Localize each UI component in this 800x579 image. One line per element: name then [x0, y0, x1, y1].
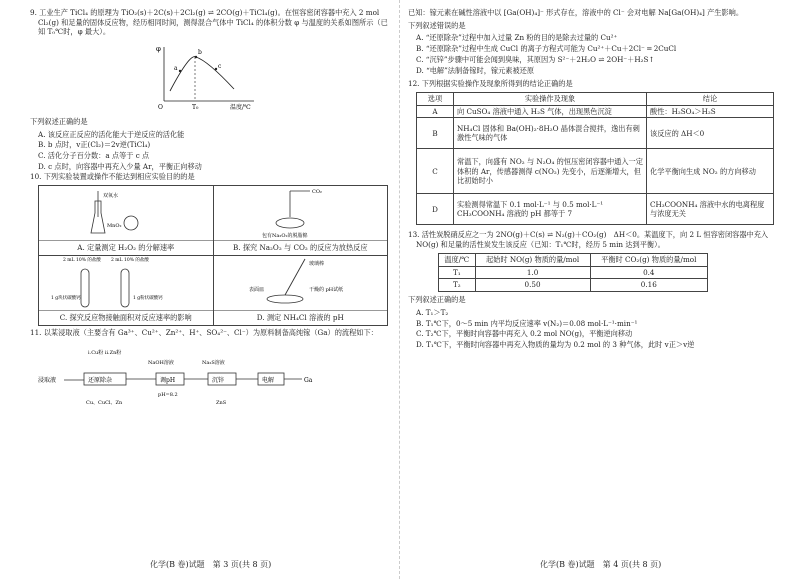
- table-row: A 向 CuSO₄ 溶液中通入 H₂S 气体，出现黑色沉淀 酸性：H₂SO₄＞H₂S: [417, 105, 774, 118]
- q11-lead: 下列叙述错误的是: [408, 20, 466, 30]
- svg-text:干燥的 pH试纸: 干燥的 pH试纸: [309, 286, 344, 293]
- svg-text:包有Na₂O₂的脱脂棉: 包有Na₂O₂的脱脂棉: [262, 233, 308, 240]
- q11-continuation: 已知：镓元素在碱性溶液中以 [Ga(OH)₄]⁻ 形式存在，溶液中的 Cl⁻ 会对电解 Na[Ga(OH)₄] 产生影响。: [408, 8, 744, 17]
- q10-d-caption: D. 测定 NH₄Cl 溶液的 pH: [214, 310, 388, 325]
- x-axis-label: 温度/℃: [230, 104, 251, 112]
- q13-header-co2: 平衡时 CO₂(g) 物质的量/mol: [590, 253, 707, 266]
- q12-header-operation: 实验操作及现象: [454, 93, 647, 106]
- point-c-label: c: [218, 63, 222, 71]
- svg-text:表面皿: 表面皿: [249, 286, 265, 293]
- flask-apparatus-icon: [71, 187, 181, 239]
- q10-title: 10. 下列实验装置或操作不能达到相应实验目的的是: [30, 172, 195, 182]
- q9-option-a: A. 该反应正反应的活化能大于逆反应的活化能: [38, 129, 185, 139]
- q9-option-b: B. b 点时，v正(Cl₂)＝2v逆(TiCl₄): [38, 140, 151, 150]
- point-a-label: a: [174, 65, 178, 73]
- q13-header-no: 起始时 NO(g) 物质的量/mol: [475, 253, 590, 266]
- q13-option-b: B. T₁℃下，0～5 min 内平均反应速率 v(N₂)＝0.08 mol·L⁻¹·min⁻¹: [416, 318, 638, 328]
- point-a-dot: [179, 70, 181, 72]
- flow-byproduct-3: ZnS: [216, 400, 227, 407]
- svg-text:2 mL 10% 的盐酸: 2 mL 10% 的盐酸: [62, 257, 101, 263]
- flow-reagent-2: NaOH溶液: [148, 360, 174, 367]
- q10-c-figure: [39, 256, 213, 310]
- q9-lead: 下列叙述正确的是: [30, 116, 88, 126]
- q12-table: [416, 92, 774, 225]
- svg-text:玻璃棒: 玻璃棒: [309, 260, 325, 267]
- cotton-dish-icon: [240, 187, 360, 239]
- flow-reagent-1: ⅰ.Cu粉 ⅱ.Zn粉: [88, 350, 122, 357]
- q13-table: [438, 253, 708, 292]
- q13-option-a: A. T₁＞T₂: [416, 307, 449, 317]
- q12-header-conclusion: 结论: [647, 93, 774, 106]
- q11-flowchart: [38, 344, 378, 410]
- point-b-dot: [195, 56, 197, 58]
- q13-option-c: C. T₂℃下，平衡时向容器中再充入 0.2 mol NO(g)，平衡逆向移动: [416, 329, 633, 339]
- q10-grid: [38, 185, 388, 325]
- table-row: C 常温下，向盛有 NO₂ 与 N₂O₄ 的恒压密闭容器中通入一定体积的 Ar，传感器测得 c(NO₂) 先变小，后逐渐增大，但比初始时小 化学平衡向生成 NO₂ 的方向移动: [417, 149, 774, 194]
- q10-a-figure: [39, 186, 213, 240]
- flow-byproduct-1: Cu、CuCl、Zn: [86, 400, 123, 407]
- right-column: [408, 8, 778, 351]
- q13-lead: 下列叙述正确的是: [408, 295, 466, 305]
- t0-label: T₀: [192, 104, 199, 112]
- q10-cell-c: [39, 255, 214, 325]
- svg-text:1 g块状碳酸钙: 1 g块状碳酸钙: [50, 295, 81, 301]
- q13-option-d: D. T₁℃下，平衡时向容器中再充入物质的量均为 0.2 mol 的 3 种气体，此时 v正＞v逆: [416, 339, 695, 349]
- table-row: T₂ 0.50 0.16: [439, 279, 708, 292]
- flow-start: 浸取液: [38, 377, 57, 385]
- origin-label: O: [158, 104, 163, 112]
- q9-chart: [150, 43, 260, 111]
- flow-end: Ga: [304, 377, 313, 385]
- svg-text:MnO₂: MnO₂: [106, 223, 122, 230]
- q9-option-d: D. c 点时，向容器中再充入少量 Ar，平衡正向移动: [38, 161, 202, 171]
- test-tubes-icon: [51, 255, 201, 311]
- table-row: D 实验测得常温下 0.1 mol·L⁻¹ 与 0.5 mol·L⁻¹ CH₃COONH₄ 溶液的 pH 都等于 7 CH₃COONH₄ 溶液中水的电离程度与浓度无关: [417, 194, 774, 225]
- phi-curve: [170, 57, 234, 91]
- q9-option-c: C. 活化分子百分数：a 点等于 c 点: [38, 151, 150, 161]
- ph-test-icon: [235, 255, 365, 311]
- footer-left: 化学(B 卷)试题 第 3 页(共 8 页): [150, 560, 272, 570]
- point-c-dot: [215, 68, 217, 70]
- page-divider: [399, 0, 400, 579]
- q10-b-figure: [214, 186, 388, 240]
- svg-text:沉锌: 沉锌: [212, 377, 225, 385]
- q13-header-temp: 温度/℃: [439, 253, 476, 266]
- q10-cell-b: [213, 186, 388, 256]
- q10-b-caption: B. 探究 Na₂O₂ 与 CO₂ 的反应为放热反应: [214, 240, 388, 255]
- flow-ph: pH=8.2: [158, 392, 178, 399]
- svg-text:调pH: 调pH: [160, 377, 176, 385]
- q10-cell-a: [39, 186, 214, 256]
- svg-text:CO₂: CO₂: [312, 189, 323, 196]
- svg-text:双氧水: 双氧水: [102, 193, 118, 200]
- q12-header-option: 选项: [417, 93, 454, 106]
- q11-option-c: C. “沉锌”步骤中可能会闻到臭味，其原因为 S²⁻＋2H₂O ⇌ 2OH⁻＋H₂S↑: [416, 54, 655, 64]
- q12-title: 12. 下列根据实验操作及现象所得到的结论正确的是: [408, 79, 573, 89]
- svg-text:电解: 电解: [262, 377, 275, 385]
- y-axis-label: φ: [156, 45, 161, 54]
- q10-a-caption: A. 定量测定 H₂O₂ 的分解速率: [39, 240, 213, 255]
- footer-right: 化学(B 卷)试题 第 4 页(共 8 页): [540, 560, 662, 570]
- left-column: [30, 8, 390, 413]
- flow-reagent-3: Na₂S溶液: [202, 360, 225, 367]
- table-row: T₁ 1.0 0.4: [439, 266, 708, 279]
- svg-text:2 mL 10% 的盐酸: 2 mL 10% 的盐酸: [110, 257, 149, 263]
- q11-option-d: D. “电解”法制备镓时，镓元素被还原: [416, 65, 535, 75]
- q10-d-figure: [214, 256, 388, 310]
- q11-title: 11. 以某浸取液（主要含有 Ga³⁺、Cu²⁺、Zn²⁺、H⁺、SO₄²⁻、Cl⁻）为原料制备高纯镓（Ga）的流程如下：: [30, 327, 378, 337]
- svg-text:还原除杂: 还原除杂: [88, 377, 113, 385]
- table-row: B NH₄Cl 固体和 Ba(OH)₂·8H₂O 晶体混合搅拌，逸出有刺激性气味的气体 该反应的 ΔH＜0: [417, 118, 774, 149]
- q11-option-a: A. “还原除杂”过程中加入过量 Zn 粉的目的是除去过量的 Cu²⁺: [416, 33, 618, 43]
- q10-c-caption: C. 探究反应物接触面积对反应速率的影响: [39, 310, 213, 325]
- q13-title: 13. 活性炭脱硝反应之一为 2NO(g)＋C(s) ⇌ N₂(g)＋CO₂(g) ΔH＜0。某温度下，向 2 L 恒容密闭容器中充入 NO(g) 和足量的活性炭发生该反应（已知：T₁℃时，经历 5 min 达到平衡）。: [408, 230, 769, 250]
- svg-text:1 g粉状碳酸钙: 1 g粉状碳酸钙: [132, 295, 163, 301]
- point-b-label: b: [198, 49, 202, 57]
- q10-cell-d: [213, 255, 388, 325]
- q9-title: 9. 工业生产 TiCl₄ 的原理为 TiO₂(s)＋2C(s)＋2Cl₂(g) ⇌ 2CO(g)＋TiCl₄(g)。在恒容密闭容器中充入 2 mol Cl₂(g) 和足量的固体反应物，经历相同时间，测得混合气体中 TiCl₄ 的体积分数 φ 与温度的关系如图所示（已知 T₀℃时，φ 最大）。: [30, 8, 388, 37]
- q11-option-b: B. “还原除杂”过程中生成 CuCl 的离子方程式可能为 Cu²⁺＋Cu＋2Cl⁻ ═ 2CuCl: [416, 44, 677, 54]
